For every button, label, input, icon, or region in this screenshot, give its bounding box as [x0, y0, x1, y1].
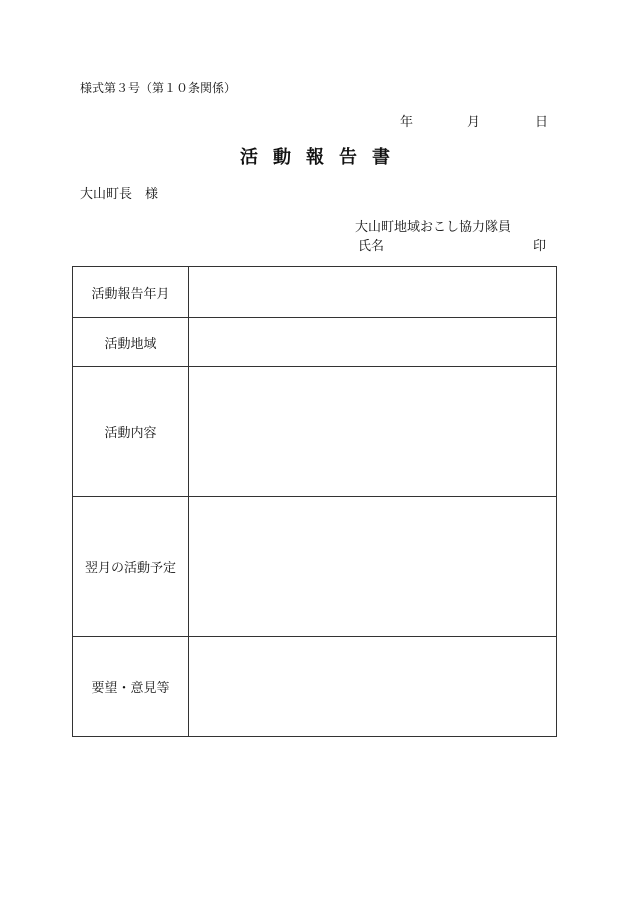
- row-label-activity-content: 活動内容: [73, 367, 189, 497]
- row-field-next-month-plan[interactable]: [189, 497, 557, 637]
- table-row: [73, 318, 557, 367]
- table-row: [73, 267, 557, 318]
- row-field-activity-area[interactable]: [189, 318, 557, 367]
- table-row: [73, 637, 557, 737]
- addressee: 大山町長 様: [80, 187, 159, 202]
- date-year-label: 年: [400, 115, 414, 130]
- date-day-label: 日: [535, 115, 549, 130]
- document-title: 活動報告書: [240, 147, 405, 168]
- row-label-report-month: 活動報告年月: [73, 267, 189, 318]
- date-month-label: 月: [467, 115, 481, 130]
- row-field-report-month[interactable]: [189, 267, 557, 318]
- row-field-requests-opinions[interactable]: [189, 637, 557, 737]
- seal-mark: 印: [533, 239, 547, 254]
- reporter-affiliation: 大山町地域おこし協力隊員: [355, 220, 512, 235]
- reporter-name-label: 氏名: [358, 239, 385, 254]
- row-field-activity-content[interactable]: [189, 367, 557, 497]
- row-label-next-month-plan: 翌月の活動予定: [73, 497, 189, 637]
- row-label-requests-opinions: 要望・意見等: [73, 637, 189, 737]
- activity-report-table: [72, 266, 557, 737]
- row-label-activity-area: 活動地域: [73, 318, 189, 367]
- table-row: [73, 497, 557, 637]
- form-number: 様式第３号（第１０条関係）: [80, 81, 237, 95]
- table-row: [73, 367, 557, 497]
